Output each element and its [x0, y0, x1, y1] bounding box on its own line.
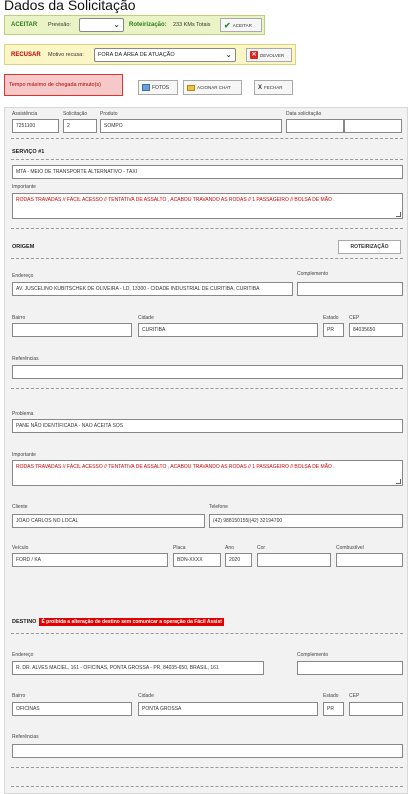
destination-title-row	[12, 618, 224, 626]
divider	[11, 138, 403, 139]
color-field[interactable]	[257, 553, 331, 567]
destination-zip-label: CEP	[349, 693, 360, 699]
origin-state-label: Estado	[323, 315, 339, 321]
vehicle-field[interactable]: FORD / KA	[12, 553, 168, 567]
origin-zip-label: CEP	[349, 315, 360, 321]
destination-city-label: Cidade	[138, 693, 154, 699]
chevron-down-icon: ⌄	[225, 50, 232, 59]
destination-state-label: Estado	[323, 693, 339, 699]
service-important-label: Importante	[12, 184, 36, 190]
client-label: Cliente	[12, 504, 28, 510]
destination-complement-field[interactable]	[297, 661, 403, 675]
destination-warning: É proibida a alteração de destino sem comunicar a operação da Fácil Assist	[41, 619, 222, 625]
origin-address-label: Endereço	[12, 273, 34, 279]
origin-city-label: Cidade	[138, 315, 154, 321]
image-icon	[142, 84, 150, 91]
fuel-field[interactable]	[336, 553, 403, 567]
forecast-label: Previsão:	[48, 22, 71, 28]
origin-district-label: Bairro	[12, 315, 26, 321]
divider	[11, 388, 403, 389]
product-field[interactable]: SOMPO	[100, 119, 282, 133]
destination-address-field[interactable]: R. DR. ALVES MACIEL, 161 - OFICINAS, PONTA GROSSA - PR, 84035-650, BRASIL, 161	[12, 661, 264, 675]
problem-important-label: Importante	[12, 452, 36, 458]
problem-label: Problema	[12, 411, 34, 417]
destination-city-field[interactable]: PONTA GROSSA	[138, 702, 318, 716]
forecast-select[interactable]	[79, 18, 124, 32]
problem-field[interactable]: PANE NÃO IDENTIFICADA - NAO ACEITA SOS	[12, 419, 403, 433]
photos-button[interactable]: FOTOS	[138, 80, 178, 95]
divider	[11, 633, 403, 634]
origin-complement-field[interactable]	[297, 282, 403, 296]
destination-address-label: Endereço	[12, 652, 34, 658]
origin-district-field[interactable]	[12, 323, 132, 337]
origin-zip-field[interactable]: 84035650	[349, 323, 403, 337]
arrival-time-alert: Tempo máximo de chegada minuto(s)	[4, 74, 123, 96]
request-date-field[interactable]	[286, 119, 344, 133]
close-button[interactable]: X FECHAR	[254, 80, 293, 95]
routing-button[interactable]: ROTEIRIZAÇÃO	[338, 240, 401, 254]
origin-references-field[interactable]	[12, 365, 403, 379]
reject-bar	[4, 44, 296, 65]
assistance-field[interactable]: 7251100	[12, 119, 59, 133]
routing-value: 233 KMs Totais	[173, 22, 211, 28]
assistance-label: Assistência	[12, 111, 38, 117]
destination-references-label: Referências	[12, 734, 39, 740]
resize-handle-icon[interactable]	[396, 479, 401, 484]
chevron-down-icon: ⌄	[113, 20, 120, 29]
divider	[11, 258, 403, 259]
reject-reason-select[interactable]: FORA DA ÁREA DE ATUAÇÃO ⌄	[94, 48, 236, 62]
divider	[11, 767, 403, 768]
open-chat-button[interactable]: ACIONAR CHAT	[183, 80, 242, 95]
service-important-textarea[interactable]: RODAS TRAVADAS // FÁCIL ACESSO // TENTATIVA DE ASSALTO , ACABOU TRAVANDO AS RODAS // 1 PASSAGEIRO // BOLSA DE MÃO .	[12, 193, 403, 219]
destination-title: DESTINO	[12, 619, 37, 625]
product-label: Produto	[100, 111, 118, 117]
color-label: Cor	[257, 545, 266, 551]
origin-references-label: Referências	[12, 356, 39, 362]
destination-district-field[interactable]: OFICINAS	[12, 702, 132, 716]
return-button[interactable]: ✕ DEVOLVER	[246, 48, 292, 62]
request-date-label: Data solicitação	[286, 111, 322, 117]
phone-field[interactable]: (42) 988150155|(42) 32194700	[209, 514, 403, 528]
routing-label: Roteirização:	[129, 22, 167, 28]
request-time-field[interactable]	[344, 119, 402, 133]
vehicle-label: Veículo	[12, 545, 29, 551]
plate-field[interactable]: BDN-XXXX	[173, 553, 221, 567]
destination-state-field[interactable]: PR	[323, 702, 344, 716]
phone-label: Telefone	[209, 504, 228, 510]
divider	[11, 159, 403, 160]
close-icon: ✕	[251, 52, 257, 58]
reject-label: RECUSAR	[11, 52, 41, 58]
request-panel	[4, 107, 408, 794]
origin-address-field[interactable]: AV. JUSCELINO KUBITSCHEK DE OLIVEIRA - LD, 13300 - CIDADE INDUSTRIAL DE CURITIBA, CURITIBA	[12, 282, 293, 296]
reject-reason-label: Motivo recusa:	[48, 52, 84, 58]
divider	[11, 786, 403, 787]
origin-state-field[interactable]: PR	[323, 323, 344, 337]
destination-complement-label: Complemento	[297, 652, 329, 658]
destination-zip-field[interactable]	[349, 702, 403, 716]
year-label: Ano	[225, 545, 234, 551]
destination-references-field[interactable]	[12, 744, 403, 758]
chat-icon	[187, 85, 195, 91]
accept-button[interactable]: ✔ ACEITAR	[220, 18, 262, 32]
accept-label: ACEITAR	[11, 22, 38, 28]
accept-bar	[4, 15, 265, 35]
origin-title: ORIGEM	[12, 244, 35, 250]
client-field[interactable]: JOAO CARLOS NO LOCAL	[12, 514, 205, 528]
page-title: Dados da Solicitação	[4, 0, 136, 13]
plate-label: Placa	[173, 545, 186, 551]
request-number-field[interactable]: 2	[63, 119, 97, 133]
fuel-label: Combustível	[336, 545, 364, 551]
resize-handle-icon[interactable]	[396, 212, 401, 217]
check-icon: ✔	[224, 20, 231, 30]
close-icon: X	[258, 84, 263, 91]
service-title: SERVIÇO #1	[12, 149, 45, 155]
origin-complement-label: Complemento	[297, 271, 329, 277]
year-field[interactable]: 2020	[225, 553, 252, 567]
divider	[11, 228, 403, 229]
destination-district-label: Bairro	[12, 693, 26, 699]
service-type-field[interactable]: MTA - MEIO DE TRANSPORTE ALTERNATIVO - TAXI	[12, 165, 403, 179]
request-number-label: Solicitação	[63, 111, 88, 117]
origin-city-field[interactable]: CURITIBA	[138, 323, 318, 337]
problem-important-textarea[interactable]: RODAS TRAVADAS // FÁCIL ACESSO // TENTATIVA DE ASSALTO , ACABOU TRAVANDO AS RODAS // 1 PASSAGEIRO // BOLSA DE MÃO .	[12, 460, 403, 486]
